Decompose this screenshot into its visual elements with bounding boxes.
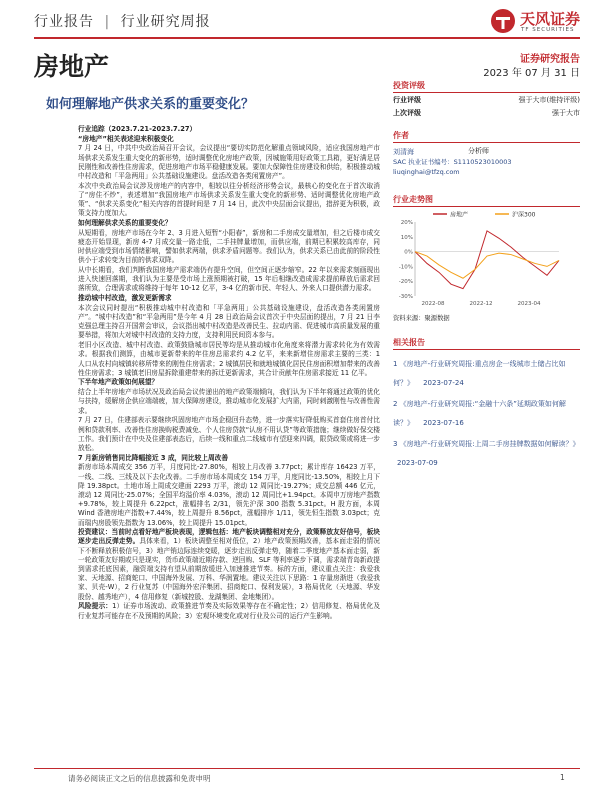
advice-lead: 投资建议：当前时点看好地产板块表现，逻辑包括：地产板块调整相对充分，政策释放友好信号，板块逐步走出反弹走势。 bbox=[78, 528, 380, 546]
tf-logo-icon bbox=[490, 8, 516, 34]
related-report-date: 2023-07-16 bbox=[423, 419, 464, 427]
advice-detail: 具体来看，1）板块调整至相对低位，2）地产政策预期改善，基本面走弱的情况下不断释放积极信号，3）地产销边际连续变暖，逐步走出反弹走势，随着二季度地产基本面走弱，新一轮政策友好期或只是现实，货币政策端近期存款、逆回购、SLF 等利率逐步下调，需求端青岛新政提到需求托底因素，融资端支持有望从前期放缓进入加速推进节奏。标的方面，建议重点关注：我爱我家、天地源、招商蛇口、中国海外发展、万科、华润置地。建议关注以下思路：1 存量房渐进（我爱我家、贝壳-W），2 行业复苏（中国海外宏洋集团、招商蛇口、保利发展），3 格局优化（天地源、华发股份、越秀地产），4 信用修复（新城控股、龙湖集团、金地集团）。 bbox=[78, 537, 380, 601]
series-line bbox=[415, 231, 559, 289]
analyst-sac: SAC 执业证书编号：S1110523010003 bbox=[393, 158, 512, 166]
paragraph: 老旧小区改造、城中村改造、政策鼓励城市居民等均是从推动城市化角度来将潜力需求转化为有效需求。根据我们测算，由城市更新带来的年住房总需求约 4.2 亿平，来来新增住房需求主要的三类：1 人口从农村向城镇转移所带来的刚性住房需求；2 城镇居民和就地城镇化居民住房面积增加带来的改善性住房需求；3 城镇老旧房屋拆除重建带来的拆迁更新需求，其合计贡献年住房需求接近 11 亿平。 bbox=[78, 341, 380, 377]
related-reports-title: 相关报告 bbox=[393, 338, 425, 347]
report-tag-weekly: 行业研究周报 bbox=[120, 14, 211, 30]
section-heading: 7 月新房销售同比降幅接近 3 成，同比较上周改善 bbox=[78, 453, 229, 462]
section-heading: “房地产”相关表述迎来积极变化 bbox=[78, 134, 174, 143]
section-heading: 下半年地产政策如何展望？ bbox=[78, 378, 159, 387]
rating-title: 投资评级 bbox=[393, 81, 425, 90]
paragraph: 本次中央政治局会议涉及房地产的内容中，相较以往分析经济形势会议，最核心的变化在于首次取消了“房住不炒”，表述增加“我国房地产市场供求关系发生重大变化的新形势、适时调整优化房地产政策”、“供求关系变化”相关内容的首提时间是 7 月 14 日，此次中央层面会议提出，措辞更为积极，政策支持力度加大。 bbox=[78, 181, 380, 218]
paragraph: 7 月 27 日，住建部表示要继续巩固房地产市场企稳回升态势，进一步落实好降低购买首套住房首付比例和贷款利率、改善性住房换购税费减免、个人住房贷款“认房不用认贷”等政策措施；继续做好保交楼工作。我们预计在中央及住建部表态后，后续一线和重点二线城市有望迎来四调，限贷政策或将进一步放松。 bbox=[78, 416, 380, 452]
paragraph: 7 月 24 日，中共中央政治局召开会议，会议提出“要切实防范化解重点领域风险，适应我国房地产市场供求关系发生重大变化的新形势，适时调整优化房地产政策，因城施策用好政策工具箱，更好满足居民刚性和改善性住房需求，促进房地产市场平稳健康发展。要加大保障性住房建设和供给，积极推动城中村改造和「平急两用」公共基础设施建设。盘活改造各类闲置房产”。 bbox=[78, 144, 380, 181]
y-tick-label: 0% bbox=[404, 249, 413, 256]
series-line bbox=[415, 252, 559, 279]
risk-lead: 风险提示： bbox=[78, 602, 113, 611]
related-report-item[interactable] bbox=[393, 351, 580, 389]
report-body bbox=[78, 125, 380, 775]
y-tick-label: 10% bbox=[400, 234, 413, 241]
report-type: 证券研究报告 bbox=[520, 54, 580, 65]
report-date: 2023 年 07 月 31 日 bbox=[483, 68, 580, 79]
x-tick-label: 2022-12 bbox=[469, 301, 493, 307]
related-report-link[interactable]: 1 《房地产-行业研究周报:重点房企一线城市土储占比如何？》 bbox=[393, 360, 566, 387]
section-heading: 推动城中村改造，激发更新需求 bbox=[78, 294, 172, 303]
related-report-item[interactable] bbox=[393, 431, 580, 469]
related-report-item[interactable] bbox=[393, 391, 580, 429]
investment-advice bbox=[78, 528, 380, 602]
section-heading: 如何理解供求关系的重要变化？ bbox=[78, 219, 172, 228]
report-tag-industry: 行业报告 bbox=[34, 14, 94, 30]
logo-text-en: TF SECURITIES bbox=[521, 27, 575, 33]
paragraph: 从短期看，房地产市场在今年 2、3 月进入短暂“小阳春”，新房和二手房成交量增加，但之后楼市成交疲态开始显现，新房 4-7 月成交量一路走低，二手挂牌量增加，而供应端，前期已积累较高库存，同时供应端受到市场情绪影响，譬如供求两端，供求矛盾问题等。我们认为，供求关系已由此前的阶段性供小于求转变为目前的供求双降。 bbox=[78, 228, 380, 265]
industry-trend-chart bbox=[393, 208, 563, 312]
related-report-date: 2023-07-24 bbox=[423, 379, 464, 387]
related-report-list bbox=[393, 351, 580, 469]
related-report-link[interactable]: 2 《房地产-行业研究周报:“金融十六条”延期政策如何解读？》 bbox=[393, 400, 566, 427]
related-report-link[interactable]: 3 《房地产-行业研究周报:上周二手房挂牌数据如何解读？》 bbox=[393, 440, 580, 448]
analyst-role: 分析师 bbox=[468, 147, 489, 155]
prev-rating-value: 强于大市 bbox=[552, 109, 580, 117]
analyst-name: 刘清海 bbox=[393, 148, 414, 156]
paragraph: 新房市场本周成交 356 万平，月度同比-27.80%，相较上月改善 3.77pct；累计库存 16423 万平，一线、二线、三线及以下去化改善。二手房市场本周成交 154 万平，月度同比-13.50%，相较上月下降 19.38pct。土地市场上周成交建面 2293 万平，滚动 12 周同比-19.27%；成交总额 446 亿元，滚动 12 周同比-25.07%；全国平均溢价率 4.03%，滚动 12 周同比+1.94pct。本周申万房地产指数+9.78%，较上周提升 6.22pct，涨幅排名 2/31，领先沪深 300 指数 5.31pct。H 股方面，本周 Wind 香港房地产指数+7.44%，较上周提升 8.56pct，涨幅排序 1/11，领先恒生指数 3.03pct；克而瑞内房股领先指数为 13.06%，较上周提升 15.01pct。 bbox=[78, 463, 380, 527]
trend-divider bbox=[393, 206, 580, 207]
x-tick-label: 2022-08 bbox=[421, 301, 445, 307]
page-number: 1 bbox=[560, 773, 565, 782]
footer-divider bbox=[34, 768, 580, 769]
paragraph: 结合上半年房地产市场状况及政治局会议传递出的地产政策端倾向，我们认为下半年将通过政策的优化与扶持，缓解房企供应端端疲，加大保障房建设，推动城市化发展扩大内需，同时刺激刚性与改善性需求。 bbox=[78, 388, 380, 415]
risk-warning bbox=[78, 602, 380, 620]
related-divider bbox=[393, 349, 580, 350]
brand-logo bbox=[490, 6, 580, 36]
y-tick-label: -20% bbox=[398, 279, 413, 286]
related-report-date: 2023-07-09 bbox=[397, 459, 438, 467]
paragraph: 本次会议同时提出“积极推动城中村改造和「平急两用」公共基础设施建设，盘活改造各类闲置房产”。“城中村改造”和“平急两用”是今年 4 月 28 日政治局会议首次于中央层面的提出，7 月 21 日李克强总理主持召开国常会审议，会议指出城中村改造是改善民生、拉动内需、促进城市高质量发展的重要举措，将加大对城中村改造的支持力度，支持利用民间资本参与。 bbox=[78, 303, 380, 340]
analyst-title: 作者 bbox=[393, 131, 409, 140]
header-divider bbox=[34, 37, 580, 39]
analyst-email[interactable]: liuqinghai@tfzq.com bbox=[393, 168, 460, 176]
legend-label: 房地产 bbox=[450, 211, 469, 219]
report-category-label: 行业报告 | 行业研究周报 bbox=[34, 14, 211, 30]
y-tick-label: -30% bbox=[398, 294, 413, 300]
y-tick-label: -10% bbox=[398, 264, 413, 271]
report-title: 如何理解地产供求关系的重要变化？ bbox=[46, 97, 255, 112]
industry-rating-label: 行业评级 bbox=[393, 96, 421, 104]
chart-source: 资料来源：聚源数据 bbox=[393, 315, 450, 322]
industry-name: 房地产 bbox=[34, 52, 110, 81]
rating-divider bbox=[393, 92, 580, 93]
prev-rating-label: 上次评级 bbox=[393, 109, 421, 117]
industry-rating-value: 强于大市(维持评级) bbox=[518, 96, 580, 104]
tracking-period: 行业追踪（2023.7.21-2023.7.27） bbox=[78, 125, 197, 133]
y-tick-label: 20% bbox=[400, 220, 413, 226]
risk-detail: 1）证券市场波动、政策推进节奏及实际效果等存在不确定性；2）信用修复、格局优化及行业复苏可能存在不及预期的风险；3）宏观环境变化或对行业及公司的运行产生影响。 bbox=[78, 602, 380, 620]
x-tick-label: 2023-04 bbox=[517, 301, 541, 307]
legend-label: 沪深300 bbox=[512, 211, 536, 219]
paragraph: 从中长期看，我们判断我国房地产需求端仍有提升空间，但空间正逐步缩窄。22 年以来需求刻画现出进入快速回落期，我们认为主要是受市场上涨预期被打破，15 年后相继改造成需求提前释放后需求回落所致，合理需求或将维持于每年 10-12 亿平，3-4 亿的新市民、年轻人、外来人口提供潜力需求。 bbox=[78, 266, 380, 293]
trend-chart-title: 行业走势图 bbox=[393, 195, 433, 204]
logo-text-cn: 天风证券 bbox=[520, 10, 581, 28]
footer-disclaimer: 请务必阅读正文之后的信息披露和免责申明 bbox=[68, 774, 211, 783]
analyst-divider bbox=[393, 142, 580, 143]
